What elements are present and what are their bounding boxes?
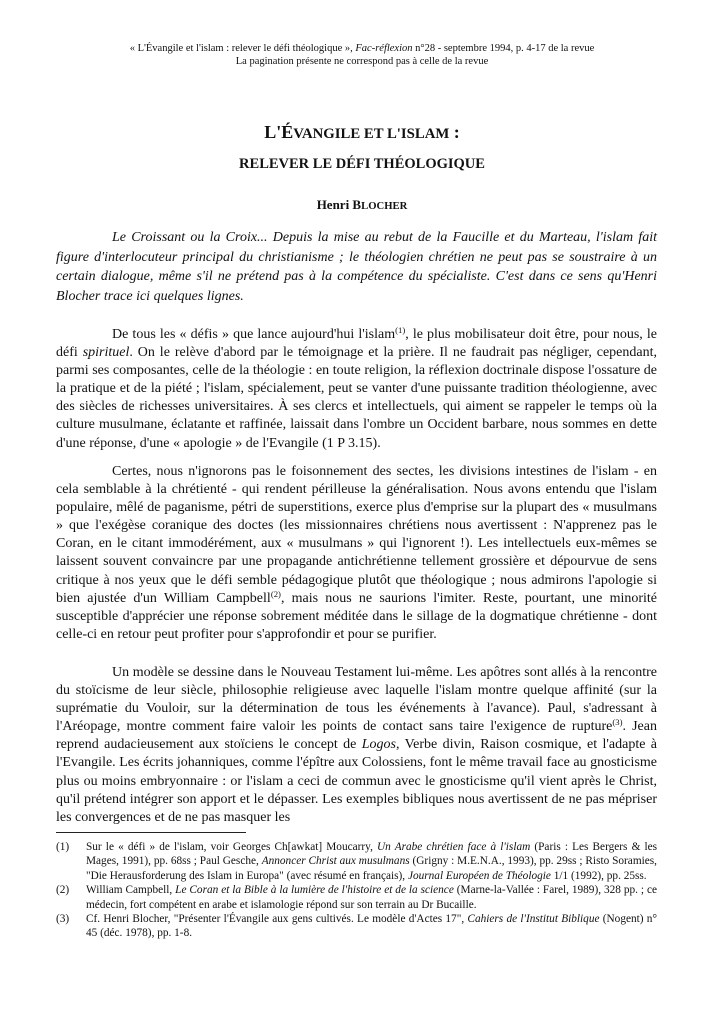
paragraph-3 <box>56 664 657 827</box>
book-title: Le Coran et la Bible à la lumière de l'histoire et de la science <box>175 884 454 897</box>
text-run: William Campbell, <box>86 884 176 897</box>
header-pagination-note: La pagination présente ne correspond pas à celle de la revue <box>235 56 489 67</box>
article-title <box>0 122 724 143</box>
text-run: , le plus mobilisateur doit être, pour nous, le défi <box>56 327 658 361</box>
text-run: . On le relève d'abord par le témoignage et la prière. Il ne faudrait pas négliger, cependant, parmi ses composantes, celle de la théologie : en toute religion, la réflexion doctrinale dispose l'ossature de la pratique et de la piété ; l'islam, spécialement, peut se vanter d'une puissante tradition théologienne, avec des siècles de richesses universitaires. À ses clercs et intellectuels, qui aiment se rappeler le temps où la culture musulmane, éclatante et raffinée, laissait dans l'ombre un Occident barbare, nous sommes en dette d'une réponse, d'une « apologie » de l'Evangile (1 P 3.15). <box>56 345 657 451</box>
author-last: LOCHER <box>361 201 408 212</box>
journal-title: Cahiers de l'Institut Biblique <box>467 913 600 926</box>
title-part: ISLAM <box>400 126 450 142</box>
text-run: 1/1 (1992), pp. 25ss. <box>550 869 647 882</box>
footnote-3 <box>56 912 657 941</box>
citation-text: « L'Évangile et l'islam : relever le défi théologique », <box>129 43 356 54</box>
text-run: , mais nous ne saurions l'imiter. Reste, pourtant, une minorité susceptible d'apprécier une réponse sobrement méditée dans le sillage de la dogmatique chrétienne - dont celle-ci en retour peut profiter pour s'approfondir et pour se purifier. <box>56 590 658 642</box>
header-citation <box>0 42 724 55</box>
book-title: Un Arabe chrétien face à l'islam <box>377 841 531 853</box>
text-run: (Marne-la-Vallée : Farel, 1989), 328 pp. ; ce médecin, fort compétent en arabe et islamologie répond sur son terrain au Dr Bucaille. <box>86 884 657 911</box>
book-title: Annoncer Christ aux musulmans <box>261 855 410 868</box>
text-run: , Verbe divin, Raison cosmique, et l'adapte à l'Evangile. Les écrits johanniques, comme l'épître aux Colossiens, font le même travail face au gnosticisme plus ou moins embryonnaire : or l'islam a ceci de commun avec le gnosticisme qu'il vient après le Christ, qu'il prétend intégrer son apport et le dépasser. Les exemples bibliques nous avertissent de ne pas mépriser les convergences et de ne pas masquer les <box>56 737 657 825</box>
paragraph-2 <box>56 463 657 644</box>
footnote-ref-1[interactable]: (1) <box>395 325 406 336</box>
text-run: (Paris : Les Bergers & les Mages, 1991), pp. 68ss ; Paul Gesche, <box>86 841 658 868</box>
footnote-ref-2[interactable]: (2) <box>270 588 281 599</box>
text-run: Certes, nous n'ignorons pas le foisonnement des sectes, les divisions intestines de l'islam - en cela semblable à la chrétienté - qui rendent périlleuse la généralisation. Nous avons entendu que l'islam populaire, mêlé de paganisme, pétri de superstitions, exerce plus d'emprise sur la plupart des « musulmans » que l'exégèse coranique des doctes (les missionnaires chrétiens nous avertissent : N'apprenez pas le Coran, en le citant immodérément, aux « musulmans » qui l'ignorent !). Les intellectuels eux-mêmes se laissent souvent convaincre par une propagande antichrétienne tellement grossière et dépourvue de sens critique à nos yeux que le défi semble pédagogique plutôt que théologique ; nous admirons l'apologie si bien ajustée d'un William Campbell <box>56 464 657 606</box>
article-subtitle: RELEVER LE DÉFI THÉOLOGIQUE <box>239 156 485 172</box>
title-part: L'É <box>264 122 294 142</box>
footnote-number: (1) <box>56 841 70 853</box>
title-part: : <box>449 122 460 142</box>
text-run: Sur le « défi » de l'islam, voir Georges Ch[awkat] Moucarry, <box>86 841 377 853</box>
paragraph-1 <box>56 326 657 453</box>
journal-name: Fac-réflexion <box>355 43 413 54</box>
abstract <box>56 228 657 306</box>
paragraph-text <box>56 326 657 453</box>
text-run: Cf. Henri Blocher, "Présenter l'Évangile aux gens cultivés. Le modèle d'Actes 17", <box>86 913 468 926</box>
citation-issue: n°28 - septembre 1994, p. 4-17 de la revue <box>412 43 595 54</box>
text-run: (Grigny : M.E.N.A., 1993), pp. 29ss ; Risto Soramies, "Die Herausforderung des Islam in Europa" (avec résumé en français), <box>86 855 657 882</box>
footnote-separator <box>56 832 246 833</box>
footnote-number: (2) <box>56 884 70 897</box>
paragraph-text <box>56 463 657 644</box>
title-part: VANGILE ET L' <box>293 126 401 142</box>
text-run: (Nogent) n° 45 (déc. 1978), pp. 1-8. <box>86 913 657 940</box>
footnote-1 <box>56 840 657 883</box>
emphasis: spirituel <box>82 345 130 361</box>
footnote-2 <box>56 883 657 912</box>
text-run: Un modèle se dessine dans le Nouveau Testament lui-même. Les apôtres sont allés à la rencontre du stoïcisme de leur siècle, philosophie religieuse avec laquelle l'islam montre quelque affinité (sur la suprématie du Vouloir, sur la détermination de tous les événements à l'avance). Paul, s'adressant à l'Aréopage, montre comment faire valoir les points de contact sans taire l'exigence de rupture <box>56 665 657 735</box>
journal-title: Journal Européen de Théologie <box>407 869 551 882</box>
abstract-text: Le Croissant ou la Croix... Depuis la mise au rebut de la Faucille et du Marteau, l'islam fait figure d'interlocuteur principal du christianisme ; le théologien chrétien ne peut pas se soustraire à un certain dialogue, même s'il ne prétend pas à la compétence du spécialiste. C'est dans ce sens qu'Henri Blocher trace ici quelques lignes. <box>56 230 657 304</box>
footnotes <box>56 840 657 941</box>
author-first: Henri B <box>316 197 362 212</box>
author-name <box>0 197 724 213</box>
footnote-ref-3[interactable]: (3) <box>612 717 623 728</box>
emphasis: Logos <box>361 737 396 753</box>
text-run: De tous les « défis » que lance aujourd'hui l'islam <box>112 327 396 342</box>
text-run: . Jean reprend audacieusement aux stoïciens le concept de <box>56 719 657 753</box>
paragraph-text <box>56 664 657 827</box>
document-header <box>0 42 724 68</box>
footnote-number: (3) <box>56 913 70 926</box>
